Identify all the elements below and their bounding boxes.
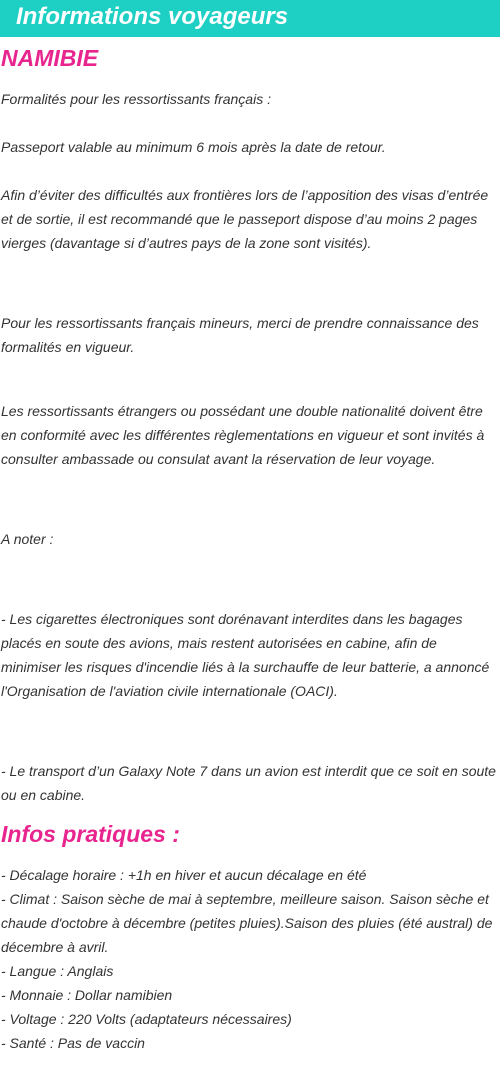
paragraph-e-cigarettes: - Les cigarettes électroniques sont dorénavant interdites dans les bagages placés en soute des avions, mais restent autorisées en cabine, afin de minimiser les risques d'incendie liés à la surchauffe de leur batterie, a annoncé l'Organisation de l'aviation civile internationale (OACI). (1, 611, 490, 699)
paragraph-passport-validity: Passeport valable au minimum 6 mois après la date de retour. (1, 139, 386, 155)
paragraph-formalities-intro: Formalités pour les ressortissants français : (1, 91, 271, 107)
info-item-language: - Langue : Anglais (1, 963, 114, 979)
info-item-health: - Santé : Pas de vaccin (1, 1035, 145, 1051)
header-title: Informations voyageurs (16, 3, 289, 30)
paragraph-passport-pages: Afin d’éviter des difficultés aux frontières lors de l’apposition des visas d’entrée et de sortie, il est recommandé que le passeport dispose d’au moins 2 pages vierges (davantage si d’autres pays de la zone sont visités). (1, 187, 489, 251)
paragraph-galaxy-note: - Le transport d’un Galaxy Note 7 dans un avion est interdit que ce soit en soute ou en cabine. (1, 763, 496, 803)
infos-pratiques-title: Infos pratiques : (1, 821, 180, 847)
info-item-voltage: - Voltage : 220 Volts (adaptateurs nécessaires) (1, 1011, 292, 1027)
infos-pratiques-list (1, 863, 499, 1055)
info-item-time-zone: - Décalage horaire : +1h en hiver et aucun décalage en été (1, 867, 367, 883)
paragraph-minors: Pour les ressortissants français mineurs, merci de prendre connaissance des formalités en vigueur. (1, 315, 479, 355)
country-title: NAMIBIE (1, 45, 99, 71)
info-item-currency: - Monnaie : Dollar namibien (1, 987, 173, 1003)
paragraph-foreign-nationals: Les ressortissants étrangers ou possédant une double nationalité doivent être en conformité avec les différentes règlementations en vigueur et sont invités à consulter ambassade ou consulat avant la réservation de leur voyage. (1, 403, 485, 467)
header-bar (0, 0, 500, 37)
paragraph-note-label: A noter : (1, 531, 54, 547)
info-item-climate: - Climat : Saison sèche de mai à septembre, meilleure saison. Saison sèche et chaude d'octobre à décembre (petites pluies).Saison des pluies (été austral) de décembre à avril. (1, 891, 493, 955)
